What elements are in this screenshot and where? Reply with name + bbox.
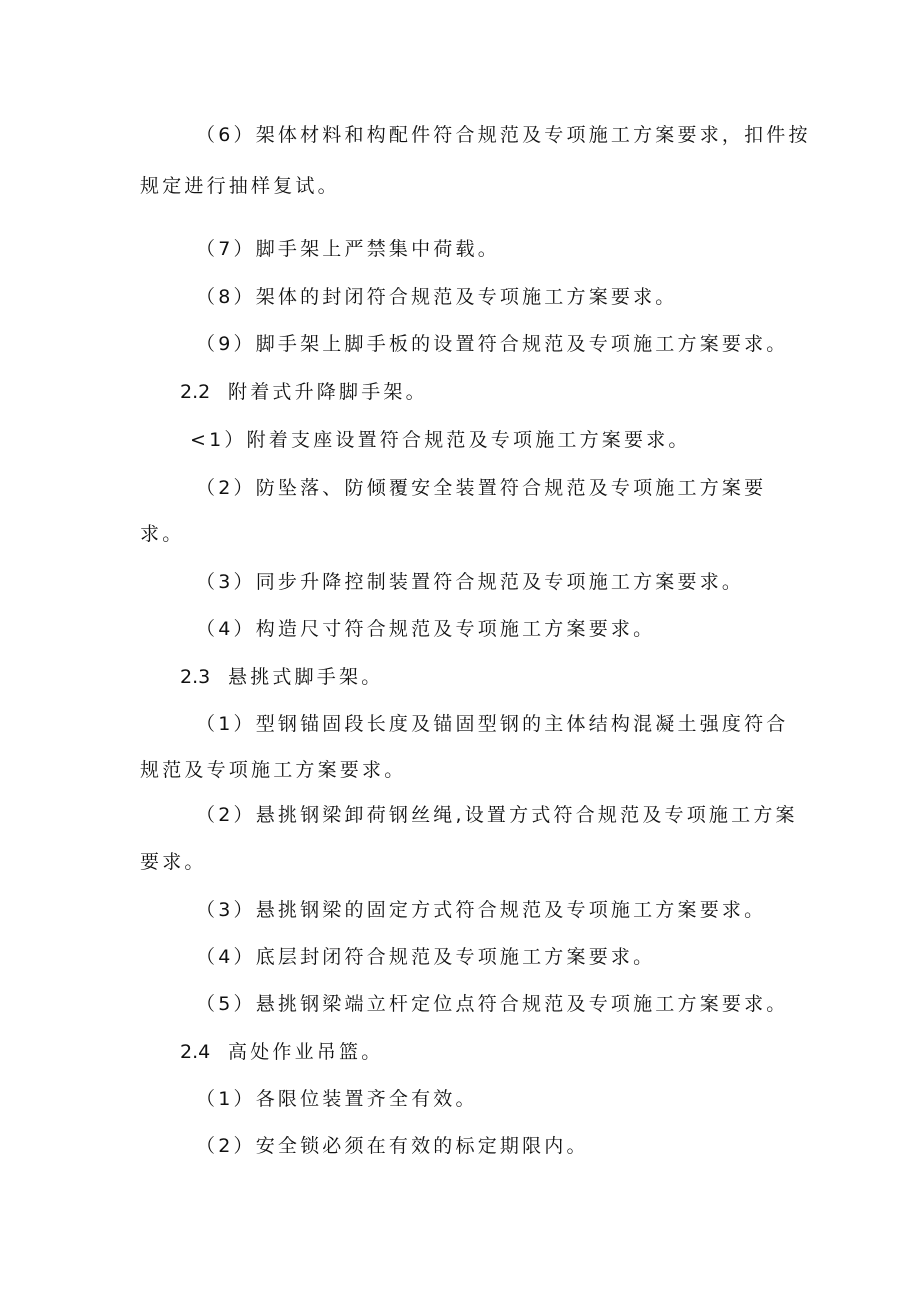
section-number: 2.3 — [180, 666, 211, 688]
section-heading — [180, 380, 428, 404]
text-line: （5）悬挑钢梁端立杆定位点符合规范及专项施工方案要求。 — [196, 993, 789, 1015]
text-line: （2）安全锁必须在有效的标定期限内。 — [196, 1135, 589, 1157]
section-title: 高处作业吊篮。 — [228, 1041, 384, 1063]
section-title: 悬挑式脚手架。 — [228, 666, 384, 688]
text-line: （7）脚手架上严禁集中荷载。 — [196, 238, 500, 260]
text-line: 求。 — [140, 523, 185, 545]
text-line: （1）各限位装置齐全有效。 — [196, 1088, 478, 1110]
text-line: （6）架体材料和构配件符合规范及专项施工方案要求，扣件按 — [196, 124, 811, 146]
section-title: 附着式升降脚手架。 — [228, 381, 428, 403]
text-line: 规范及专项施工方案要求。 — [140, 759, 407, 781]
text-line: （2）悬挑钢梁卸荷钢丝绳,设置方式符合规范及专项施工方案 — [196, 804, 798, 826]
text-line: （3）同步升降控制装置符合规范及专项施工方案要求。 — [196, 571, 745, 593]
text-line: <1）附着支座设置符合规范及专项施工方案要求。 — [190, 429, 691, 451]
text-line: （8）架体的封闭符合规范及专项施工方案要求。 — [196, 286, 678, 308]
text-line: （2）防坠落、防倾覆安全装置符合规范及专项施工方案要 — [196, 477, 767, 499]
text-line: （4）构造尺寸符合规范及专项施工方案要求。 — [196, 618, 656, 640]
text-line: （1）型钢锚固段长度及锚固型钢的主体结构混凝土强度符合 — [196, 713, 789, 735]
text-line: （9）脚手架上脚手板的设置符合规范及专项施工方案要求。 — [196, 333, 789, 355]
section-number: 2.4 — [180, 1041, 211, 1063]
section-number: 2.2 — [180, 381, 211, 403]
text-line: （3）悬挑钢梁的固定方式符合规范及专项施工方案要求。 — [196, 899, 767, 921]
section-heading — [180, 665, 383, 689]
text-line: 要求。 — [140, 851, 207, 873]
text-line: 规定进行抽样复试。 — [140, 175, 340, 197]
text-line: （4）底层封闭符合规范及专项施工方案要求。 — [196, 946, 656, 968]
section-heading — [180, 1040, 383, 1064]
